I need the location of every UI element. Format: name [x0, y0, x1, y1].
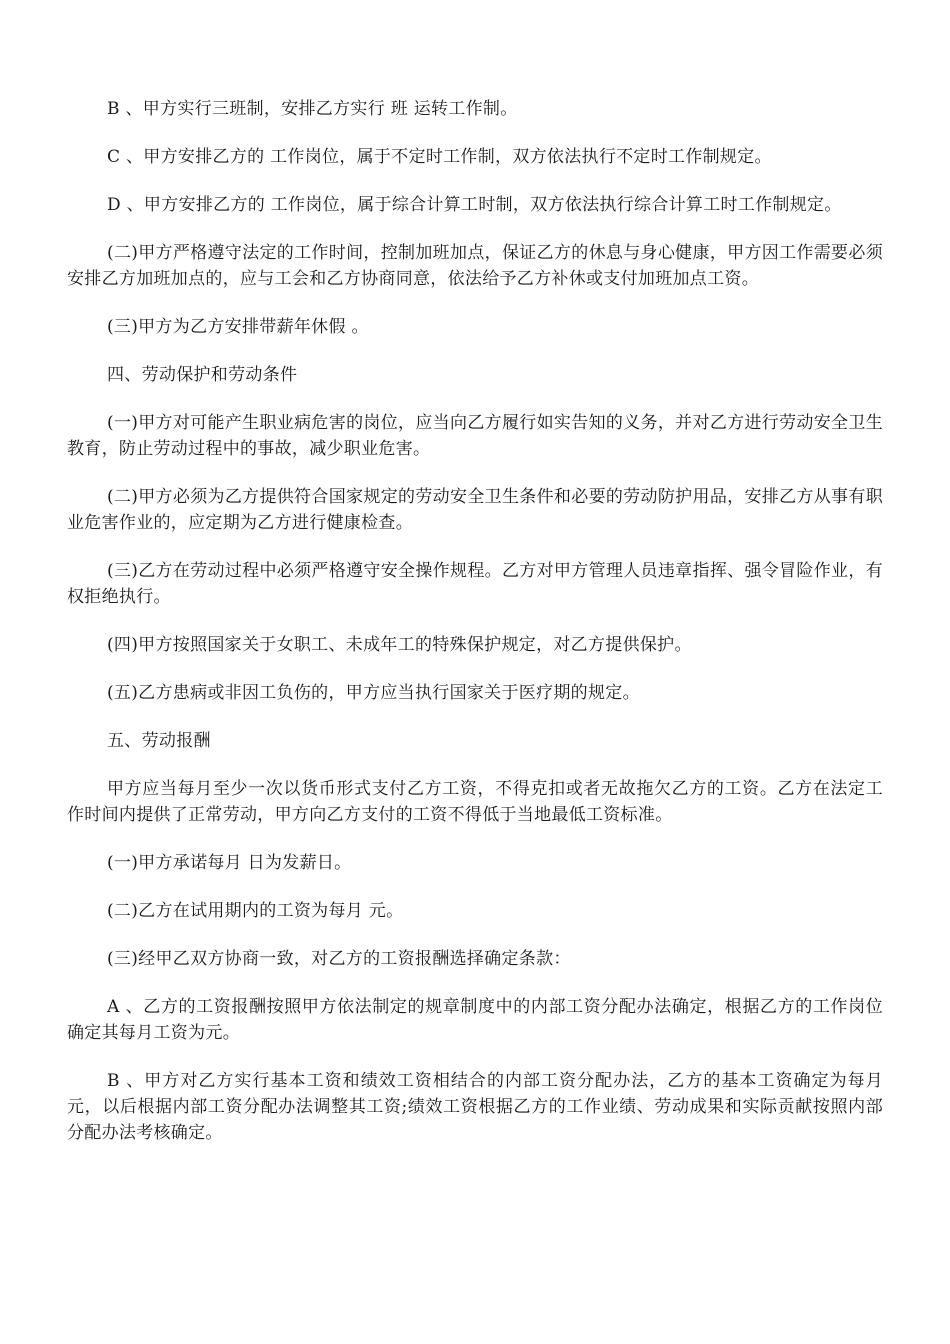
clause-3-paid-leave: (三)甲方为乙方安排带薪年休假 。 [107, 317, 369, 337]
clause-wage-payment: 甲方应当每月至少一次以货币形式支付乙方工资，不得克扣或者无故拖欠乙方的工资。乙方在法定工作时间内提供了正常劳动，甲方向乙方支付的工资不得低于当地最低工资标准。 [67, 779, 883, 825]
clause-2-safety-conditions: (二)甲方必须为乙方提供符合国家规定的劳动安全卫生条件和必要的劳动防护用品，安排乙方从事有职业危害作业的，应定期为乙方进行健康检查。 [67, 487, 883, 533]
section-heading-remuneration: 五、劳动报酬 [107, 731, 211, 751]
document-body [67, 96, 883, 1168]
clause-5-medical-period: (五)乙方患病或非因工负伤的，甲方应当执行国家关于医疗期的规定。 [107, 683, 640, 703]
clause-b-three-shift: B 、甲方实行三班制，安排乙方实行 班 运转工作制。 [107, 99, 518, 119]
clause-2-probation-wage: (二)乙方在试用期内的工资为每月 元。 [107, 901, 404, 921]
clause-c-flexible-hours: C 、甲方安排乙方的 工作岗位，属于不定时工作制，双方依法执行不定时工作制规定。 [107, 147, 772, 167]
clause-4-special-protection: (四)甲方按照国家关于女职工、未成年工的特殊保护规定，对乙方提供保护。 [107, 635, 692, 655]
clause-3-safety-rules: (三)乙方在劳动过程中必须严格遵守安全操作规程。乙方对甲方管理人员违章指挥、强令冒险作业，有权拒绝执行。 [67, 561, 883, 607]
clause-3-wage-options: (三)经甲乙双方协商一致，对乙方的工资报酬选择确定条款： [107, 949, 571, 969]
section-heading-labor-protection: 四、劳动保护和劳动条件 [107, 365, 298, 385]
clause-2-working-time: (二)甲方严格遵守法定的工作时间，控制加班加点，保证乙方的休息与身心健康，甲方因工作需要必须安排乙方加班加点的，应与工会和乙方协商同意，依法给予乙方补休或支付加班加点工资。 [67, 243, 883, 289]
clause-1-payday: (一)甲方承诺每月 日为发薪日。 [107, 853, 352, 873]
clause-d-comprehensive-hours: D 、甲方安排乙方的 工作岗位，属于综合计算工时制，双方依法执行综合计算工时工作制规定。 [107, 195, 842, 215]
clause-a-internal-wage: A 、乙方的工资报酬按照甲方依法制定的规章制度中的内部工资分配办法确定，根据乙方的工作岗位确定其每月工资为元。 [67, 997, 883, 1043]
clause-1-occupational-hazard: (一)甲方对可能产生职业病危害的岗位，应当向乙方履行如实告知的义务，并对乙方进行劳动安全卫生教育，防止劳动过程中的事故，减少职业危害。 [67, 413, 883, 459]
clause-b-base-performance-wage: B 、甲方对乙方实行基本工资和绩效工资相结合的内部工资分配办法，乙方的基本工资确定为每月元，以后根据内部工资分配办法调整其工资;绩效工资根据乙方的工作业绩、劳动成果和实际贡献按照内部分配办法考核确定。 [67, 1071, 883, 1143]
